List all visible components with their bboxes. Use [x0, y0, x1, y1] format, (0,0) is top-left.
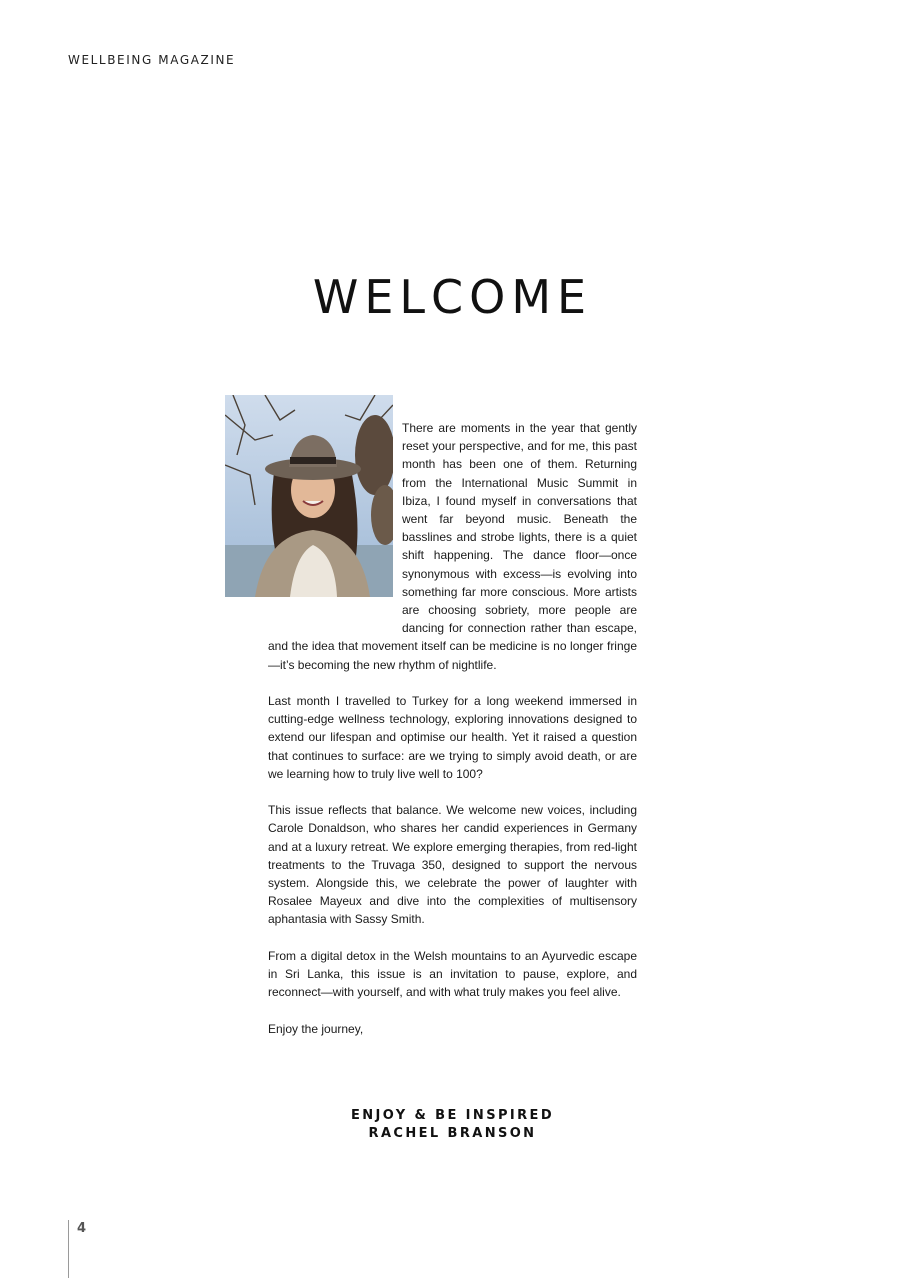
page-number: 4	[77, 1221, 87, 1236]
page-title: WELCOME	[312, 270, 593, 324]
editorial-article	[268, 395, 637, 1056]
editor-portrait-photo	[225, 395, 393, 597]
intro-paragraph: There are moments in the year that gently reset your perspective, and for me, this past month has been one of them. Returning from the International Music Summit in Ibiza, I found myself in conversations that went far beyond music. Beneath the basslines and strobe lights, there is a quiet shift happening. The dance floor—once synonymous with excess—is evolving into something far more conscious. More artists are choosing sobriety, more people are dancing for connection rather than escape, and the idea that movement itself can be medicine is no longer fringe—it’s becoming the new rhythm of nightlife.	[268, 421, 637, 672]
body-paragraph: Last month I travelled to Turkey for a long weekend immersed in cutting-edge wellness technology, exploring innovations designed to extend our lifespan and optimise our health. Yet it raised a question that continues to surface: are we trying to simply avoid death, or are we learning how to truly live well to 100?	[268, 694, 637, 781]
signoff-line: ENJOY & BE INSPIRED	[350, 1108, 555, 1123]
closing-line: Enjoy the journey,	[268, 1021, 364, 1036]
masthead: WELLBEING MAGAZINE	[68, 53, 236, 67]
signoff	[0, 1107, 905, 1143]
body-paragraph: This issue reflects that balance. We welcome new voices, including Carole Donaldson, who shares her candid experiences in Germany and at a luxury retreat. We explore emerging therapies, from red-light treatments to the Truvaga 350, designed to support the nervous system. Alongside this, we celebrate the power of laughter with Rosalee Mayeux and dive into the complexities of multisensory aphantasia with Sassy Smith.	[268, 803, 637, 927]
page-number-rule	[68, 1220, 69, 1278]
body-paragraph: From a digital detox in the Welsh mountains to an Ayurvedic escape in Sri Lanka, this issue is an invitation to pause, explore, and reconnect—with yourself, and with what truly makes you feel alive.	[268, 948, 637, 1000]
author-name: RACHEL BRANSON	[368, 1126, 537, 1141]
